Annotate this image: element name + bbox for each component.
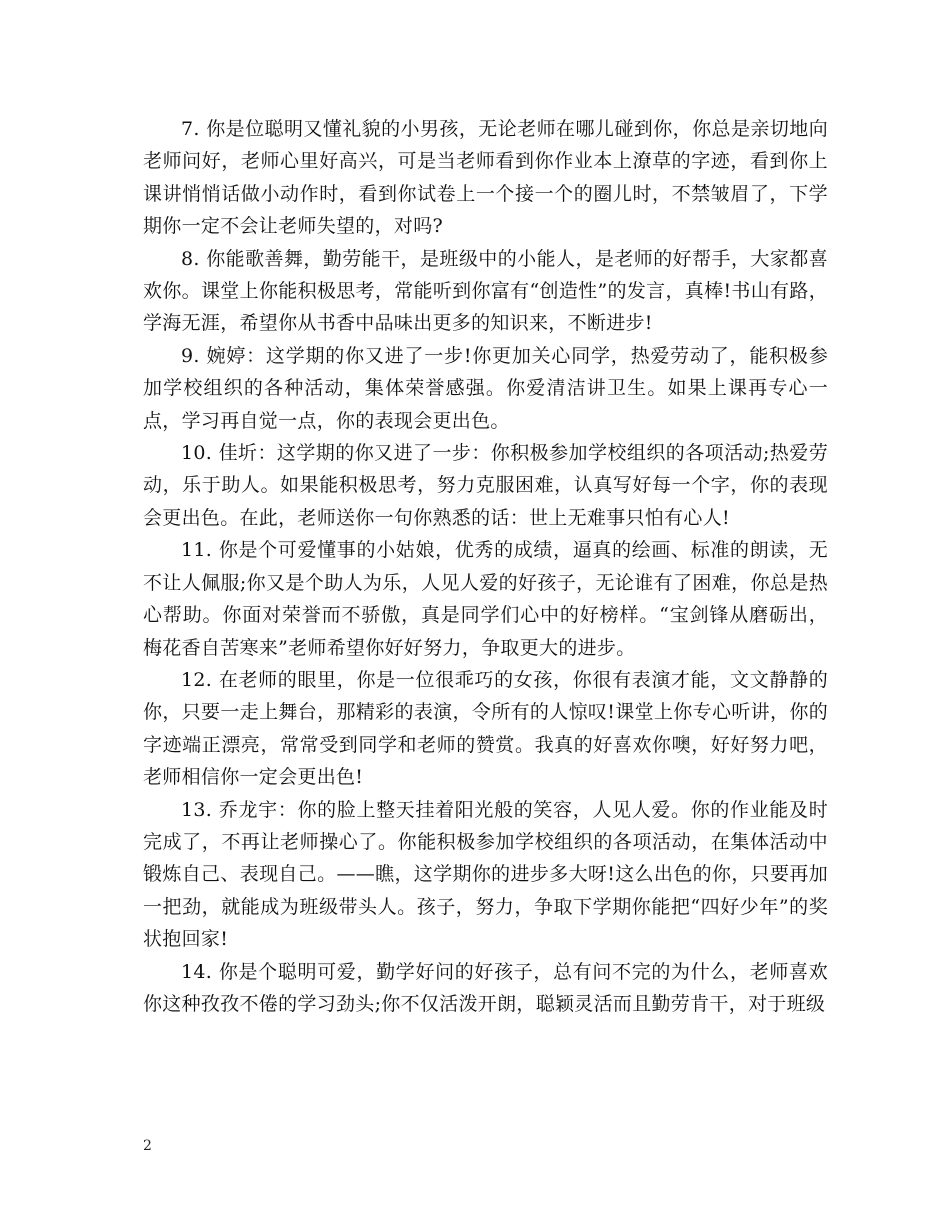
paragraph-9: 9. 婉婷：这学期的你又进了一步!你更加关心同学，热爱劳动了，能积极参加学校组织的各种活动，集体荣誉感强。你爱清洁讲卫生。如果上课再专心一点，学习再自觉一点，你的表现会更出色。 (143, 344, 828, 432)
paragraph-10: 10. 佳圻：这学期的你又进了一步：你积极参加学校组织的各项活动;热爱劳动，乐于助人。如果能积极思考，努力克服困难，认真写好每一个字，你的表现会更出色。在此，老师送你一句你熟悉的话：世上无难事只怕有心人! (143, 442, 828, 529)
document-body (143, 113, 828, 1020)
paragraph-12: 12. 在老师的眼里，你是一位很乖巧的女孩，你很有表演才能，文文静静的你，只要一走上舞台，那精彩的表演，令所有的人惊叹!课堂上你专心听讲，你的字迹端正漂亮，常常受到同学和老师的赞赏。我真的好喜欢你噢，好好努力吧，老师相信你一定会更出色! (143, 668, 828, 789)
page-number: 2 (143, 1138, 152, 1154)
paragraph-13: 13. 乔龙宇：你的脸上整天挂着阳光般的笑容，人见人爱。你的作业能及时完成了，不再让老师操心了。你能积极参加学校组织的各项活动，在集体活动中锻炼自己、表现自己。——瞧，这学期你的进步多大呀!这么出色的你，只要再加一把劲，就能成为班级带头人。孩子，努力，争取下学期你能把“四好少年”的奖状抱回家! (143, 798, 828, 951)
paragraph-8: 8. 你能歌善舞，勤劳能干，是班级中的小能人，是老师的好帮手，大家都喜欢你。课堂上你能积极思考，常能听到你富有“创造性”的发言，真棒!书山有路，学海无涯，希望你从书香中品味出更多的知识来，不断进步! (143, 247, 828, 335)
paragraph-14: 14. 你是个聪明可爱，勤学好问的好孩子，总有问不完的为什么，老师喜欢你这种孜孜不倦的学习劲头;你不仅活泼开朗，聪颖灵活而且勤劳肯干，对于班级 (143, 960, 828, 1015)
paragraph-7: 7. 你是位聪明又懂礼貌的小男孩，无论老师在哪儿碰到你，你总是亲切地向老师问好，老师心里好高兴，可是当老师看到你作业本上潦草的字迹，看到你上课讲悄悄话做小动作时，看到你试卷上一个接一个的圈儿时，不禁皱眉了，下学期你一定不会让老师失望的，对吗? (143, 118, 828, 238)
paragraph-11: 11. 你是个可爱懂事的小姑娘，优秀的成绩，逼真的绘画、标准的朗读，无不让人佩服;你又是个助人为乐，人见人爱的好孩子，无论谁有了困难，你总是热心帮助。你面对荣誉而不骄傲，真是同学们心中的好榜样。“宝剑锋从磨砺出，梅花香自苦寒来”老师希望你好好努力，争取更大的进步。 (143, 539, 828, 659)
